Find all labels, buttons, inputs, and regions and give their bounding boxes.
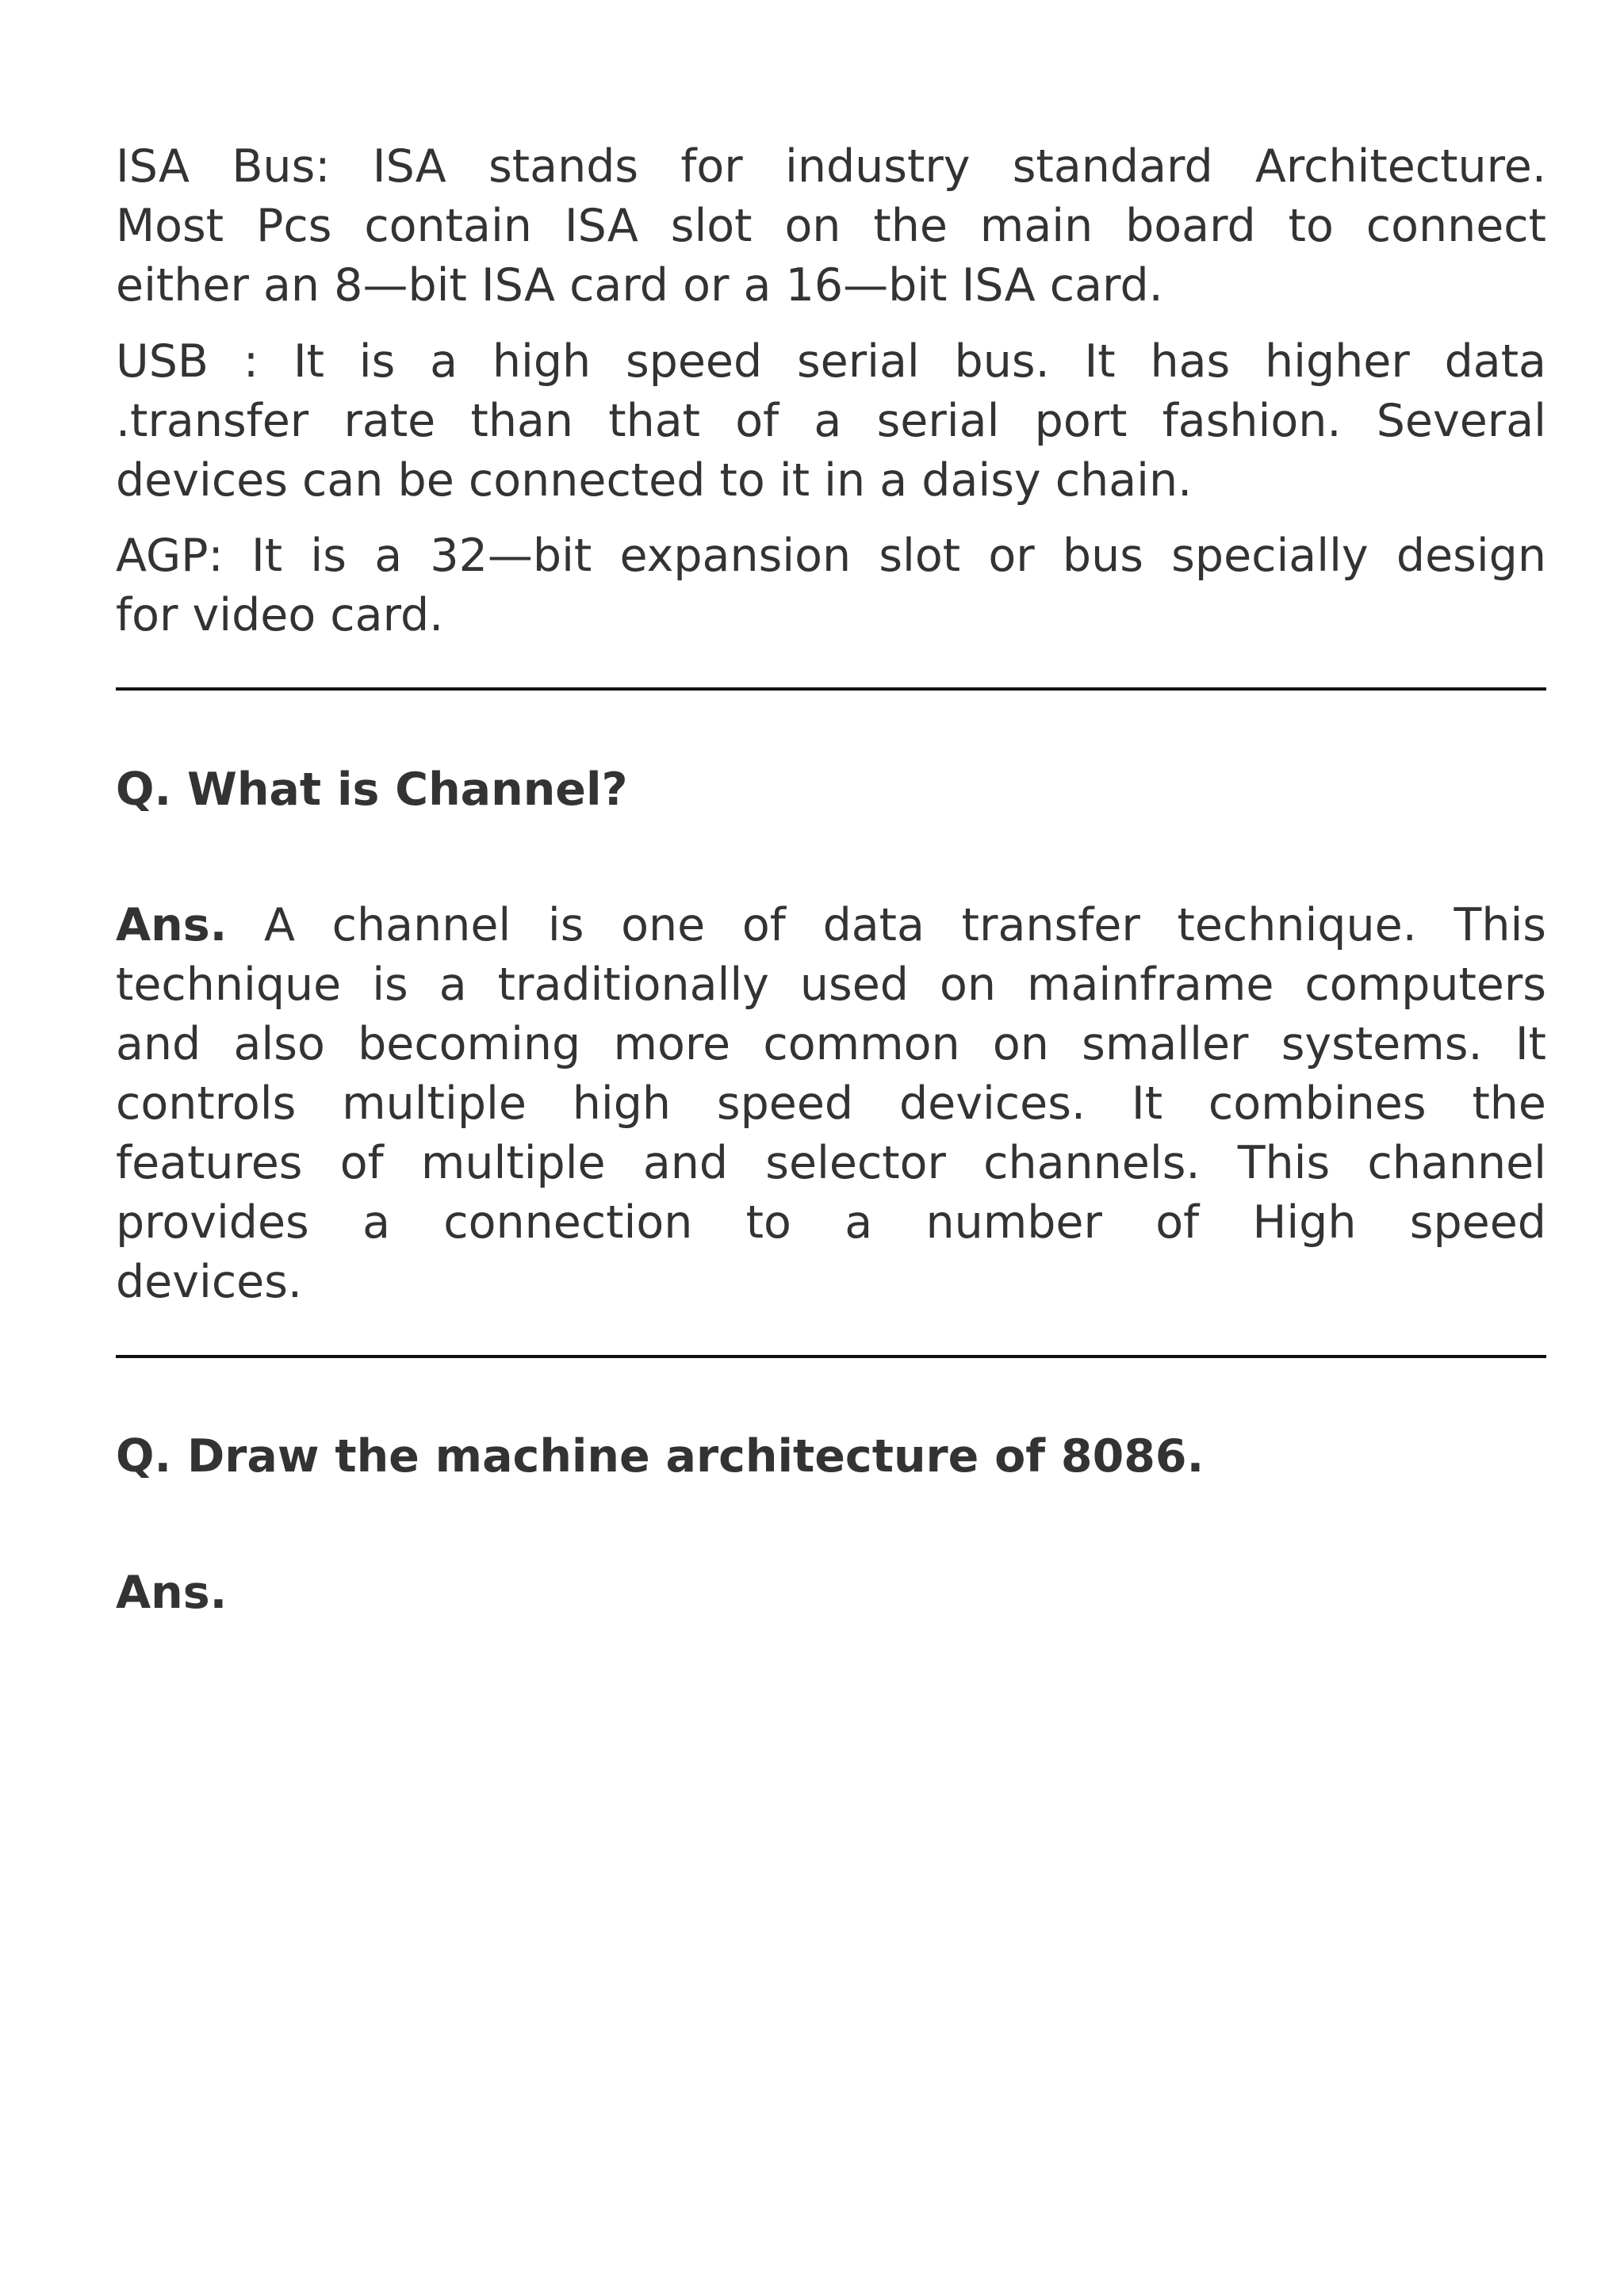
text-line: devices. [116,1256,303,1308]
section-divider [116,1355,1546,1358]
text-line: Most Pcs contain ISA slot on the main board to connect [116,200,1546,252]
text-line: either an 8—bit ISA card or a 16—bit ISA card. [116,259,1163,312]
text-line: devices can be connected to it in a daisy chain. [116,454,1193,507]
text-line: provides a connection to a number of High speed [116,1196,1546,1249]
text-line: technique is a traditionally used on mainframe computers [116,959,1546,1011]
text-line [116,896,1546,955]
answer-text: A channel is one of data transfer technique. This [263,899,1546,951]
text-line: AGP: It is a 32—bit expansion slot or bus specially design [116,530,1546,582]
answer-label: Ans. [116,1567,228,1619]
text-line: and also becoming more common on smaller systems. It [116,1018,1546,1070]
text-line: ISA Bus: ISA stands for industry standard Architecture. [116,140,1546,193]
answer-label: Ans. [116,899,228,951]
text-line: features of multiple and selector channels. This channel [116,1137,1546,1189]
text-line: .transfer rate than that of a serial port fashion. Several [116,395,1546,447]
section-divider [116,687,1546,691]
text-line: USB : It is a high speed serial bus. It has higher data [116,335,1546,388]
question-heading: Q. What is Channel? [116,763,628,816]
text-line: for video card. [116,589,444,641]
text-line: controls multiple high speed devices. It combines the [116,1077,1546,1130]
question-heading: Q. Draw the machine architecture of 8086. [116,1430,1205,1483]
